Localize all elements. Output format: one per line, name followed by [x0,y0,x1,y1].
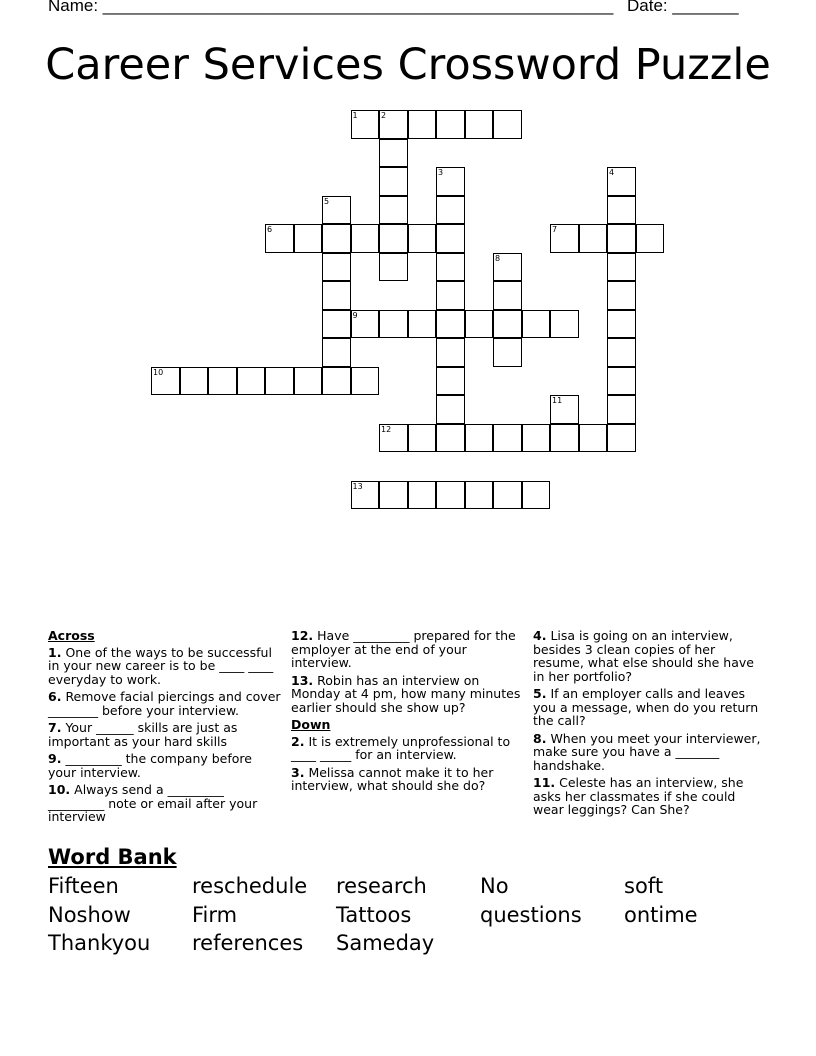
crossword-cell[interactable] [436,338,465,367]
word-bank-title: Word Bank [48,845,177,869]
clue-down-3 [291,766,523,793]
crossword-cell[interactable] [351,224,380,253]
crossword-cell[interactable] [436,424,465,453]
clue-text: When you meet your interviewer, make sure you have a _______ handshake. [533,730,761,773]
crossword-cell[interactable] [436,224,465,253]
word-bank-word: No [480,874,509,898]
crossword-cell[interactable] [493,481,522,510]
crossword-cell[interactable] [607,196,636,225]
crossword-cell[interactable] [607,424,636,453]
crossword-cell[interactable] [322,253,351,282]
crossword-cell[interactable] [408,110,437,139]
crossword-cell[interactable] [379,167,408,196]
crossword-cell[interactable] [550,395,579,424]
crossword-cell[interactable] [379,253,408,282]
clue-down-11 [533,776,765,817]
crossword-cell[interactable] [493,338,522,367]
word-bank-word: Fifteen [48,874,119,898]
clue-text: One of the ways to be successful in your new career is to be ____ ____ everyday to work. [48,644,274,687]
crossword-cell[interactable] [408,481,437,510]
cell-number: 10 [153,367,164,377]
across-heading: Across [48,628,95,643]
cell-number: 7 [552,225,558,234]
crossword-cell[interactable] [322,310,351,339]
crossword-cell[interactable] [493,310,522,339]
crossword-cell[interactable] [493,424,522,453]
crossword-cell[interactable] [522,310,551,339]
word-bank-word: Sameday [336,931,435,955]
clue-text: Always send a _________ _________ note or email after your interview [48,782,258,824]
crossword-cell[interactable] [408,224,437,253]
crossword-cell[interactable] [408,310,437,339]
crossword-cell[interactable] [493,110,522,139]
crossword-cell[interactable] [151,367,180,396]
crossword-cell[interactable] [379,424,408,453]
clues-column-3 [533,629,765,821]
clue-number: 11. [533,775,556,790]
clue-number: 7. [48,720,62,735]
clue-across-13 [291,674,523,715]
clue-down-5 [533,687,765,728]
crossword-cell[interactable] [379,139,408,168]
crossword-cell[interactable] [351,481,380,510]
crossword-cell[interactable] [493,253,522,282]
crossword-cell[interactable] [436,253,465,282]
cell-number: 9 [352,310,358,320]
clue-number: 13. [291,672,314,688]
word-bank-word: reschedule [192,874,308,898]
word-bank-word: references [192,931,304,955]
clue-across-6 [48,690,284,717]
crossword-cell[interactable] [436,196,465,225]
clue-number: 3. [291,764,305,780]
clue-text: Your ______ skills are just as important as your hard skills [48,720,238,749]
clue-text: Have _________ prepared for the employer at the end of your interview. [291,628,516,670]
crossword-cell[interactable] [322,338,351,367]
clue-across-9 [48,752,284,779]
word-bank-word: Firm [192,903,238,927]
crossword-cell[interactable] [465,481,494,510]
crossword-cell[interactable] [379,481,408,510]
clue-down-4 [533,629,765,683]
crossword-cell[interactable] [522,481,551,510]
crossword-cell[interactable] [465,424,494,453]
crossword-cell[interactable] [607,281,636,310]
crossword-cell[interactable] [636,224,665,253]
word-bank-word: soft [624,874,664,898]
clue-text: Melissa cannot make it to her interview, what should she do? [291,764,494,793]
cell-number: 5 [324,196,330,206]
crossword-cell[interactable] [180,367,209,396]
crossword-cell[interactable] [436,367,465,396]
cell-number: 4 [609,168,615,177]
clue-number: 6. [48,689,62,704]
cell-number: 3 [438,168,444,177]
word-bank-word: research [336,874,427,898]
clue-across-1 [48,646,284,687]
crossword-cell[interactable] [322,281,351,310]
clue-text: If an employer calls and leaves you a message, when do you return the call? [533,686,759,728]
cell-number: 11 [552,396,563,405]
crossword-cell[interactable] [579,224,608,253]
crossword-cell[interactable] [550,224,579,253]
clue-number: 1. [48,644,62,660]
word-bank-word: ontime [624,903,698,927]
crossword-cell[interactable] [294,367,323,396]
crossword-cell[interactable] [607,167,636,196]
word-bank-word: Thankyou [48,931,151,955]
crossword-cell[interactable] [579,424,608,453]
page-title: Career Services Crossword Puzzle [45,40,771,90]
clue-text: Celeste has an interview, she asks her classmates if she could wear leggings? Can She? [533,775,744,817]
crossword-cell[interactable] [607,395,636,424]
crossword-cell[interactable] [351,367,380,396]
cell-number: 1 [352,111,358,120]
crossword-cell[interactable] [379,110,408,139]
crossword-cell[interactable] [436,310,465,339]
clue-across-10 [48,783,284,824]
crossword-cell[interactable] [436,395,465,424]
crossword-cell[interactable] [550,424,579,453]
down-heading: Down [291,717,331,732]
clue-number: 2. [291,733,305,749]
crossword-cell[interactable] [265,367,294,396]
clue-number: 9. [48,751,62,766]
clue-text: Lisa is going on an interview, besides 3 clean copies of her resume, what else should she have in her portfolio? [533,628,754,684]
crossword-cell[interactable] [436,167,465,196]
crossword-cell[interactable] [208,367,237,396]
crossword-cell[interactable] [607,338,636,367]
crossword-cell[interactable] [237,367,266,396]
crossword-cell[interactable] [351,110,380,139]
clue-number: 8. [533,730,547,746]
crossword-cell[interactable] [265,224,294,253]
crossword-cell[interactable] [607,367,636,396]
crossword-cell[interactable] [465,310,494,339]
word-bank-word: Tattoos [336,903,412,927]
clue-down-2 [291,735,523,762]
clue-text: _________ the company before your interview. [48,751,252,780]
crossword-cell[interactable] [607,224,636,253]
crossword-cell[interactable] [436,110,465,139]
crossword-cell[interactable] [379,310,408,339]
clue-down-8 [533,732,765,773]
crossword-grid [0,0,816,520]
crossword-cell[interactable] [436,481,465,510]
crossword-cell[interactable] [465,110,494,139]
cell-number: 12 [381,424,392,434]
crossword-cell[interactable] [379,224,408,253]
crossword-cell[interactable] [550,310,579,339]
clue-text: Remove facial piercings and cover ________ before your interview. [48,689,281,718]
clues-column-1 [48,629,284,828]
word-bank-word: questions [480,903,582,927]
clue-across-12 [291,629,523,670]
crossword-cell[interactable] [408,424,437,453]
crossword-cell[interactable] [607,253,636,282]
crossword-cell[interactable] [322,224,351,253]
crossword-cell[interactable] [294,224,323,253]
clue-number: 12. [291,628,314,643]
cell-number: 13 [352,481,363,491]
crossword-cell[interactable] [493,281,522,310]
crossword-cell[interactable] [322,196,351,225]
clue-number: 4. [533,628,547,643]
word-bank-word: Noshow [48,903,131,927]
crossword-cell[interactable] [322,367,351,396]
clue-number: 10. [48,782,71,797]
crossword-cell[interactable] [436,281,465,310]
crossword-cell[interactable] [379,196,408,225]
crossword-cell[interactable] [607,310,636,339]
date-field-label: Date: _______ [627,0,739,15]
clue-across-7 [48,721,284,748]
cell-number: 8 [495,253,501,263]
crossword-cell[interactable] [351,310,380,339]
clue-text: Robin has an interview on Monday at 4 pm, how many minutes earlier should she show up? [291,672,521,715]
clue-text: It is extremely unprofessional to ____ _____ for an interview. [291,733,511,762]
crossword-cell[interactable] [522,424,551,453]
cell-number: 6 [267,225,273,234]
cell-number: 2 [381,111,387,120]
name-field-label: Name: ______________________________________________________ [48,0,614,15]
clue-number: 5. [533,686,547,701]
clues-column-2 [291,629,523,797]
